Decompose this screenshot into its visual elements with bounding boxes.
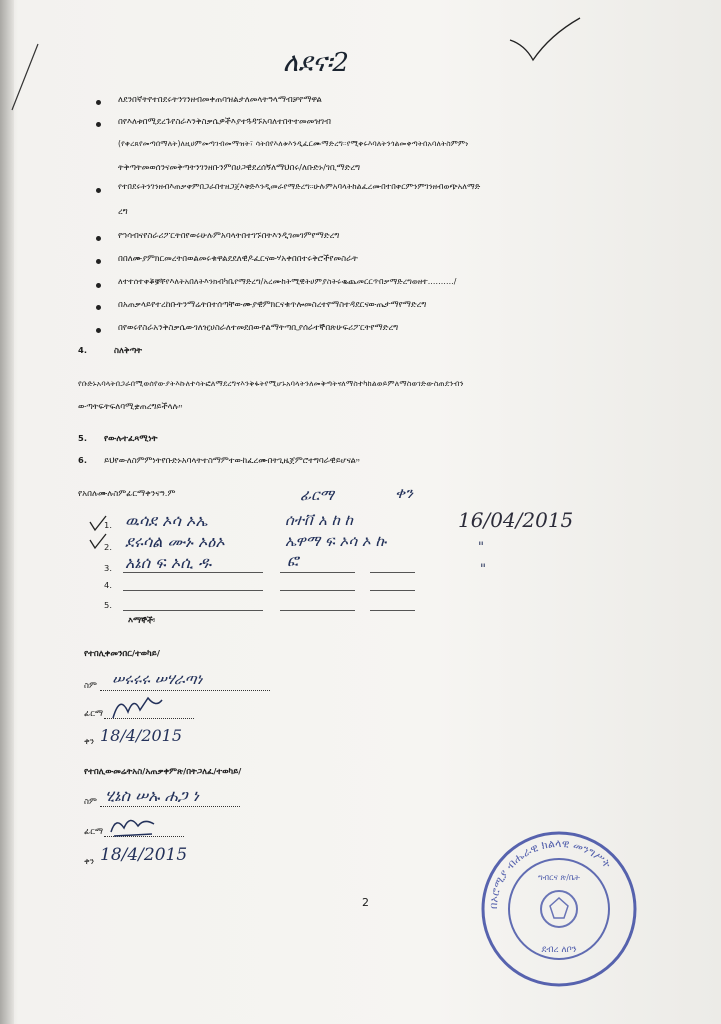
beneficiary-name-label: ስም — [84, 796, 97, 806]
row-number: 1. — [104, 520, 113, 530]
section-body: ይህየውለስምምነትየቡድኑአባላትተስማምተውከፈረሙበትጊዜጀምሮተግባራዊይሆናል። — [104, 455, 360, 465]
member-name-line — [123, 610, 263, 611]
section-number: 4. — [78, 345, 88, 355]
bullet-dot — [96, 259, 101, 264]
handwritten-page-title: ለደና፡2 — [283, 48, 349, 78]
handwritten-lender-date: 18/4/2015 — [100, 726, 183, 745]
handwritten-signature — [108, 810, 158, 840]
handwritten-member-signature: ፎ — [287, 551, 299, 570]
bullet-dot — [96, 305, 101, 310]
row-number: 2. — [104, 542, 113, 552]
official-stamp — [478, 828, 640, 990]
handwritten-lender-name: ሠሩሩሩ ሠሃራጣነ — [112, 670, 203, 688]
svg-text:በኦሮሚያ ብሔራዊ ክልላዊ መንግሥት: በኦሮሚያ ብሔራዊ ክልላዊ መንግሥት — [486, 836, 614, 910]
bullet-dot — [96, 328, 101, 333]
bullet-item: በበለሙያምክርመረትበወልመሩቁዋልደደለዊዶፈርናውሃአቀበበተሩቅሮችየመስራት — [118, 253, 358, 263]
section-body: ውጣትፍትፍለባሚቋጠረግይችላሉ። — [78, 401, 183, 411]
beneficiary-date-label: ቀን — [84, 856, 95, 866]
svg-text:ግብርና ጽ/ቤት: ግብርና ጽ/ቤት — [538, 873, 580, 882]
handwritten-signature — [110, 690, 165, 722]
bullet-item: የተበደሩትንገንዘብእጠቃቀምበጋራበተዘጋጀእቅድእንዲመራየማድረግ።ሁሉምአባላትከልፈረሙበተበቀርምንምገንዘብወጭአለማድ — [118, 182, 481, 191]
section-heading: ስለቅጣት — [114, 345, 142, 355]
bullet-dot — [96, 100, 101, 105]
bullet-item-continuation: ትቅጣትመወሰንናመቅጣትንገንዘቡንምበሀጋዊደረሰኝለማህበሩ/ለቡድኑ/ገቢማድረግ — [118, 162, 361, 172]
handwritten-member-signature: ኤዋማ ፍ ኦሳ ኦ ኩ — [285, 532, 387, 550]
page-edge-shadow — [0, 0, 14, 1024]
section-body: የቡድኑአባላትበጋራበሚወሰየውያትእኩለተሳትፎለማደረግናእንቅፋትየሚሆኑአባላትንለመቅጣትናለማስተካከልወይምለማስወገድውስጠደንብን — [78, 379, 464, 388]
member-sign-line — [280, 572, 355, 573]
bullet-item: ለደንበኛትየተበደሩትንገንዘብመቀጠባዝልታለመላትዓላማብቻየማዋል — [118, 94, 322, 104]
member-name-line — [123, 572, 263, 573]
handwritten-member-name: አኔሰ ፍ ኦሲ ዱ — [125, 553, 212, 572]
handwritten-beneficiary-date: 18/4/2015 — [100, 845, 188, 865]
bullet-item: በአጠቃላይየተረከቡትንማሬትበተሰጣቸውሙያዊምክርናቁጥሎመስረተየማስተዳደርናውጤታማየማድረግ — [118, 299, 427, 309]
bullet-dot — [96, 122, 101, 127]
handwritten-date-header: ቀን — [395, 484, 413, 502]
svg-text:ደብረ ለቦን: ደብረ ለቦን — [541, 945, 577, 955]
section-number: 6. — [78, 455, 88, 465]
bullet-item: ለተተሰተቀቖቛቸየእለትአበለትእንክብካቤየማድረግ/አረሙከትሚዊትሀምያስትሩቈጨመርርጥበቃማድረግወዘተ........../ — [118, 277, 457, 286]
page-number: 2 — [362, 896, 369, 909]
section-number: 5. — [78, 433, 88, 443]
handwritten-member-signature: ሰተቨ አ ከ ከ — [285, 511, 353, 529]
checkmark-icon — [505, 10, 585, 65]
beneficiary-name-line — [100, 806, 240, 807]
row-number: 3. — [104, 563, 113, 573]
handwritten-beneficiary-name: ሂኔስ ሠኡ ሐጋ ነ — [105, 786, 199, 805]
bullet-item: የኀሳብናየስራሪፖርትበየወሩሁሉምአባላትበተገኙበትእንዲገመገምየማድረግ — [118, 230, 340, 240]
handwritten-sign-date: 16/04/2015 — [458, 508, 574, 532]
bullet-item: በየእለቱበሚደረጉየስራእንቅስቃሴዎችእያተጓዳኙአባለተበትተመመዝገብ — [118, 116, 331, 126]
member-date-line — [370, 590, 415, 591]
lender-date-label: ቀን — [84, 736, 95, 746]
handwritten-member-name: ደሩሳል ሙኑ ኦዕኦ — [125, 532, 225, 551]
bullet-dot — [96, 188, 101, 193]
member-date-line — [370, 572, 415, 573]
pen-stroke-mark — [10, 40, 50, 120]
beneficiary-sign-label: ፊርማ — [84, 826, 104, 836]
handwritten-sign-header: ፊርማ — [300, 486, 334, 504]
member-sign-line — [280, 610, 355, 611]
row-number: 4. — [104, 580, 113, 590]
members-table-title: የአበሉሙሉስምፊርማቀንናዓ.ም — [78, 488, 176, 498]
lender-title: የተበሊቀመንበር/ተወካይ/ — [84, 648, 160, 658]
bullet-dot — [96, 236, 101, 241]
section-heading: የውሉተፈጻሚነት — [104, 433, 158, 443]
bullet-item-continuation: (የቀረጸየመጣበማለት)ለዚሀምመጣገብመማዝት፣ ሳትበየእለቱእንዲፈርሙማድረግ።የሚቀሩእባለትንጎልመቀጣትበአባለትስምምነ — [118, 139, 469, 148]
bullet-dot — [96, 283, 101, 288]
witnesses-label: እማኞች፡ — [128, 615, 156, 625]
member-sign-line — [280, 590, 355, 591]
handwritten-member-name: ዉሳደ ኦሳ ኦኤ — [125, 511, 208, 530]
lender-sign-label: ፊርማ — [84, 708, 104, 718]
bullet-item-continuation: ረግ — [118, 206, 128, 216]
lender-name-label: ስም — [84, 680, 97, 690]
ditto-mark: " — [478, 540, 484, 555]
ditto-mark: " — [480, 562, 486, 577]
member-date-line — [370, 610, 415, 611]
beneficiary-title: የተበሊውመሬትአስ/አጠቃቀምጽ/በትጋለፈ/ተወካይ/ — [84, 766, 242, 776]
bullet-item: በየወሩየስራአንቅስቃሴውገለዢሀስራለተመደበውየልማትጣቢያሰራተኞበጽሁፍሪፖርትየማድረግ — [118, 322, 399, 332]
member-name-line — [123, 590, 263, 591]
row-number: 5. — [104, 600, 113, 610]
